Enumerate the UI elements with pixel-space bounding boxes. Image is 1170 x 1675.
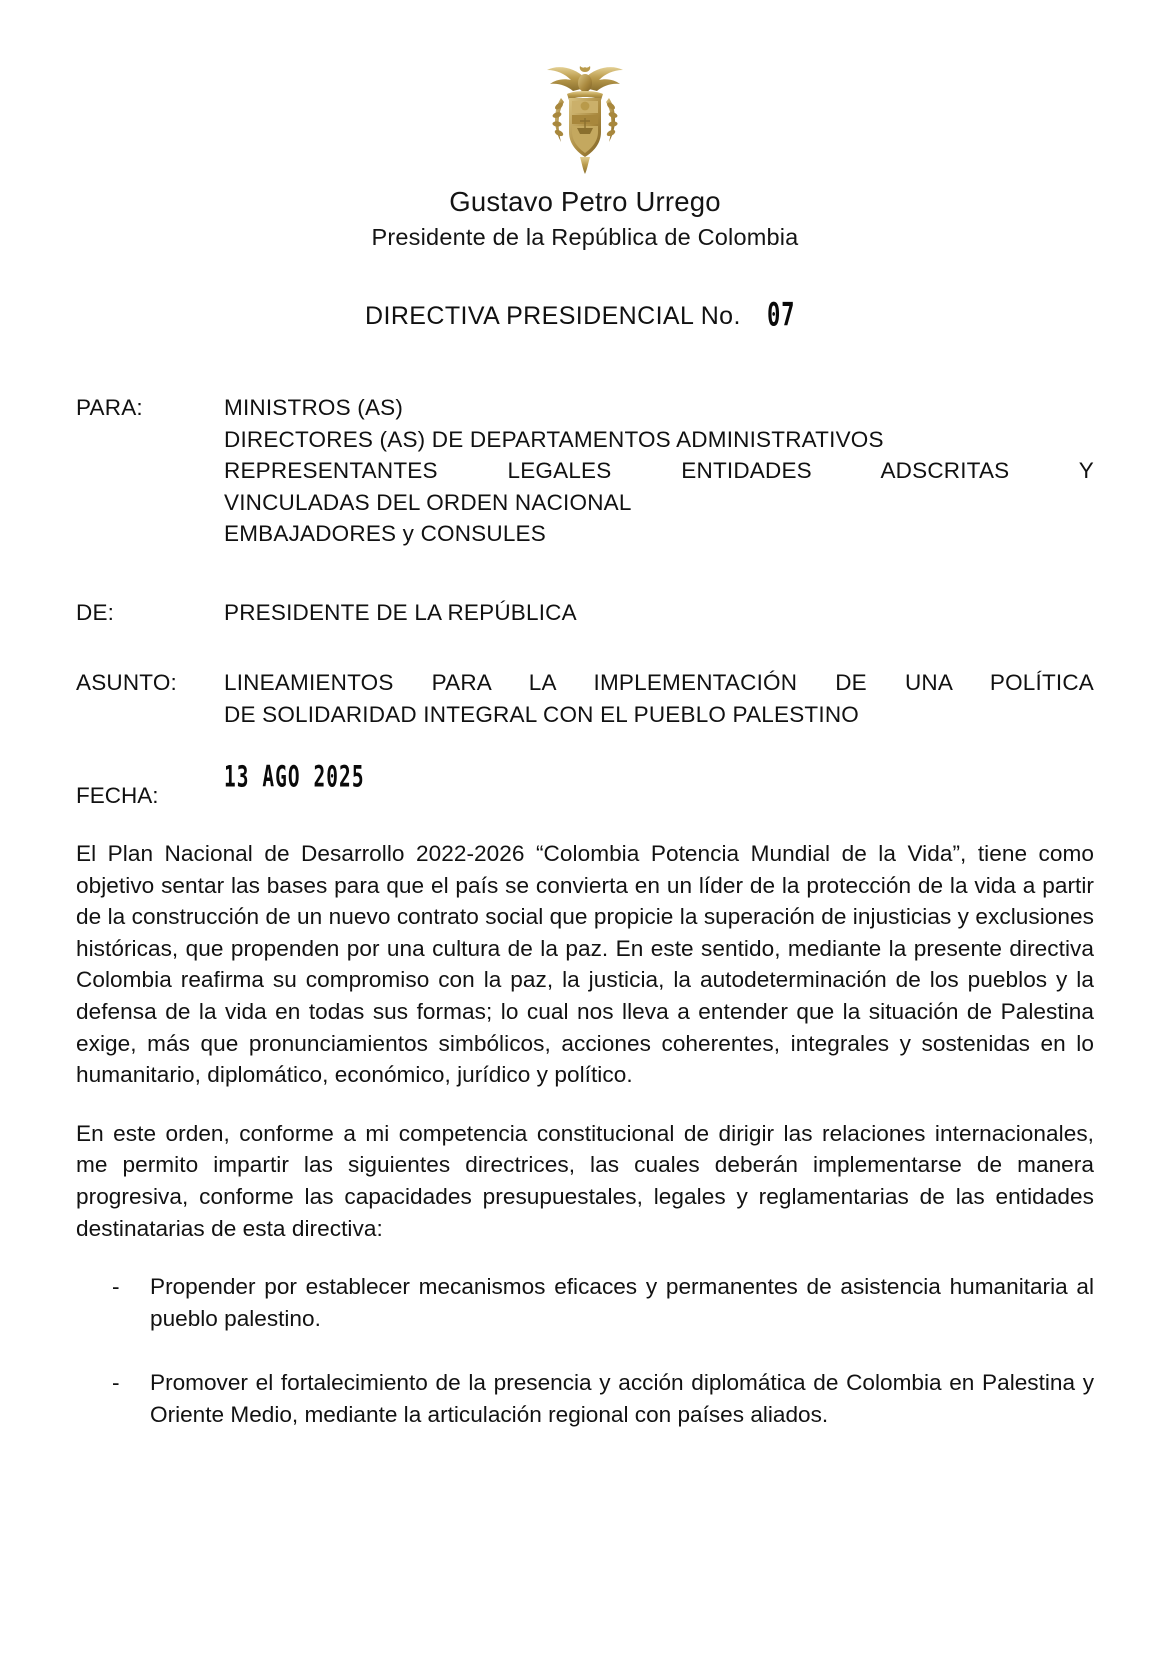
- field-row-fecha: [76, 760, 1094, 812]
- field-block: [76, 392, 1094, 812]
- asunto-line-1: LINEAMIENTOS PARA LA IMPLEMENTACIÓN DE UNA POLÍTICA: [224, 670, 1094, 695]
- bullet-dash-icon: -: [112, 1274, 120, 1300]
- field-row-de: [76, 597, 1094, 629]
- president-name: Gustavo Petro Urrego: [449, 186, 721, 217]
- list-item-text: Promover el fortalecimiento de la presencia y acción diplomática de Colombia en Palestina y Oriente Medio, mediante la articulación regional con países aliados.: [150, 1370, 1094, 1427]
- spacer-de: [76, 550, 1094, 597]
- field-value-fecha: [224, 760, 1094, 799]
- asunto-line-2: DE SOLIDARIDAD INTEGRAL CON EL PUEBLO PALESTINO: [224, 701, 859, 727]
- field-value-de: PRESIDENTE DE LA REPÚBLICA: [224, 599, 577, 625]
- list-item: [76, 1367, 1094, 1430]
- body-paragraph-2: En este orden, conforme a mi competencia constitucional de dirigir las relaciones internacionales, me permito impartir las siguientes directrices, las cuales deberán implementarse de manera progresiva, conforme las capacidades presupuestales, legales y reglamentarias de las entidades destinatarias de esta directiva:: [76, 1120, 1094, 1241]
- field-label-fecha: FECHA:: [76, 783, 159, 808]
- field-value-asunto: [224, 667, 1094, 730]
- president-role: Presidente de la República de Colombia: [371, 224, 799, 250]
- spacer-asunto: [76, 628, 1094, 667]
- document-body: [76, 838, 1094, 1464]
- field-row-para: [76, 392, 1094, 550]
- colombia-coat-of-arms-icon: [531, 58, 639, 176]
- field-label-asunto: ASUNTO:: [76, 670, 178, 695]
- directive-title-label: DIRECTIVA PRESIDENCIAL No.: [365, 302, 741, 330]
- directive-title: [0, 296, 1170, 335]
- bullet-dash-icon: -: [112, 1370, 120, 1396]
- list-item-text: Propender por establecer mecanismos eficaces y permanentes de asistencia humanitaria al pueblo palestino.: [150, 1274, 1094, 1331]
- coat-of-arms-container: [0, 58, 1170, 176]
- date-stamp: 13 AGO 2025: [224, 760, 365, 795]
- field-value-para: [224, 392, 1094, 550]
- directives-list: [76, 1271, 1094, 1430]
- field-label-para: PARA:: [76, 395, 143, 420]
- body-paragraph-1: El Plan Nacional de Desarrollo 2022-2026 “Colombia Potencia Mundial de la Vida”, tiene como objetivo sentar las bases para que el país se convierta en un líder de la protección de la vida a partir de la construcción de un nuevo contrato social que propicie la superación de injusticias y exclusiones históricas, que propenden por una cultura de la paz. En este sentido, mediante la presente directiva Colombia reafirma su compromiso con la paz, la justicia, la autodeterminación de los pueblos y la defensa de la vida en todas sus formas; lo cual nos lleva a entender que la situación de Palestina exige, más que pronunciamientos simbólicos, acciones coherentes, integrales y sostenidas en lo humanitario, diplomático, económico, jurídico y político.: [76, 841, 1094, 1088]
- para-line-5: EMBAJADORES y CONSULES: [224, 521, 546, 546]
- field-label-de: DE:: [76, 599, 115, 625]
- list-item: [76, 1271, 1094, 1334]
- para-line-2: DIRECTORES (AS) DE DEPARTAMENTOS ADMINISTRATIVOS: [224, 426, 884, 452]
- para-line-1: MINISTROS (AS): [224, 395, 404, 420]
- directive-number-stamp: 07: [766, 296, 796, 335]
- para-line-3: REPRESENTANTES LEGALES ENTIDADES ADSCRITAS Y: [224, 458, 1094, 483]
- para-line-4: VINCULADAS DEL ORDEN NACIONAL: [224, 489, 632, 515]
- field-row-asunto: [76, 667, 1094, 730]
